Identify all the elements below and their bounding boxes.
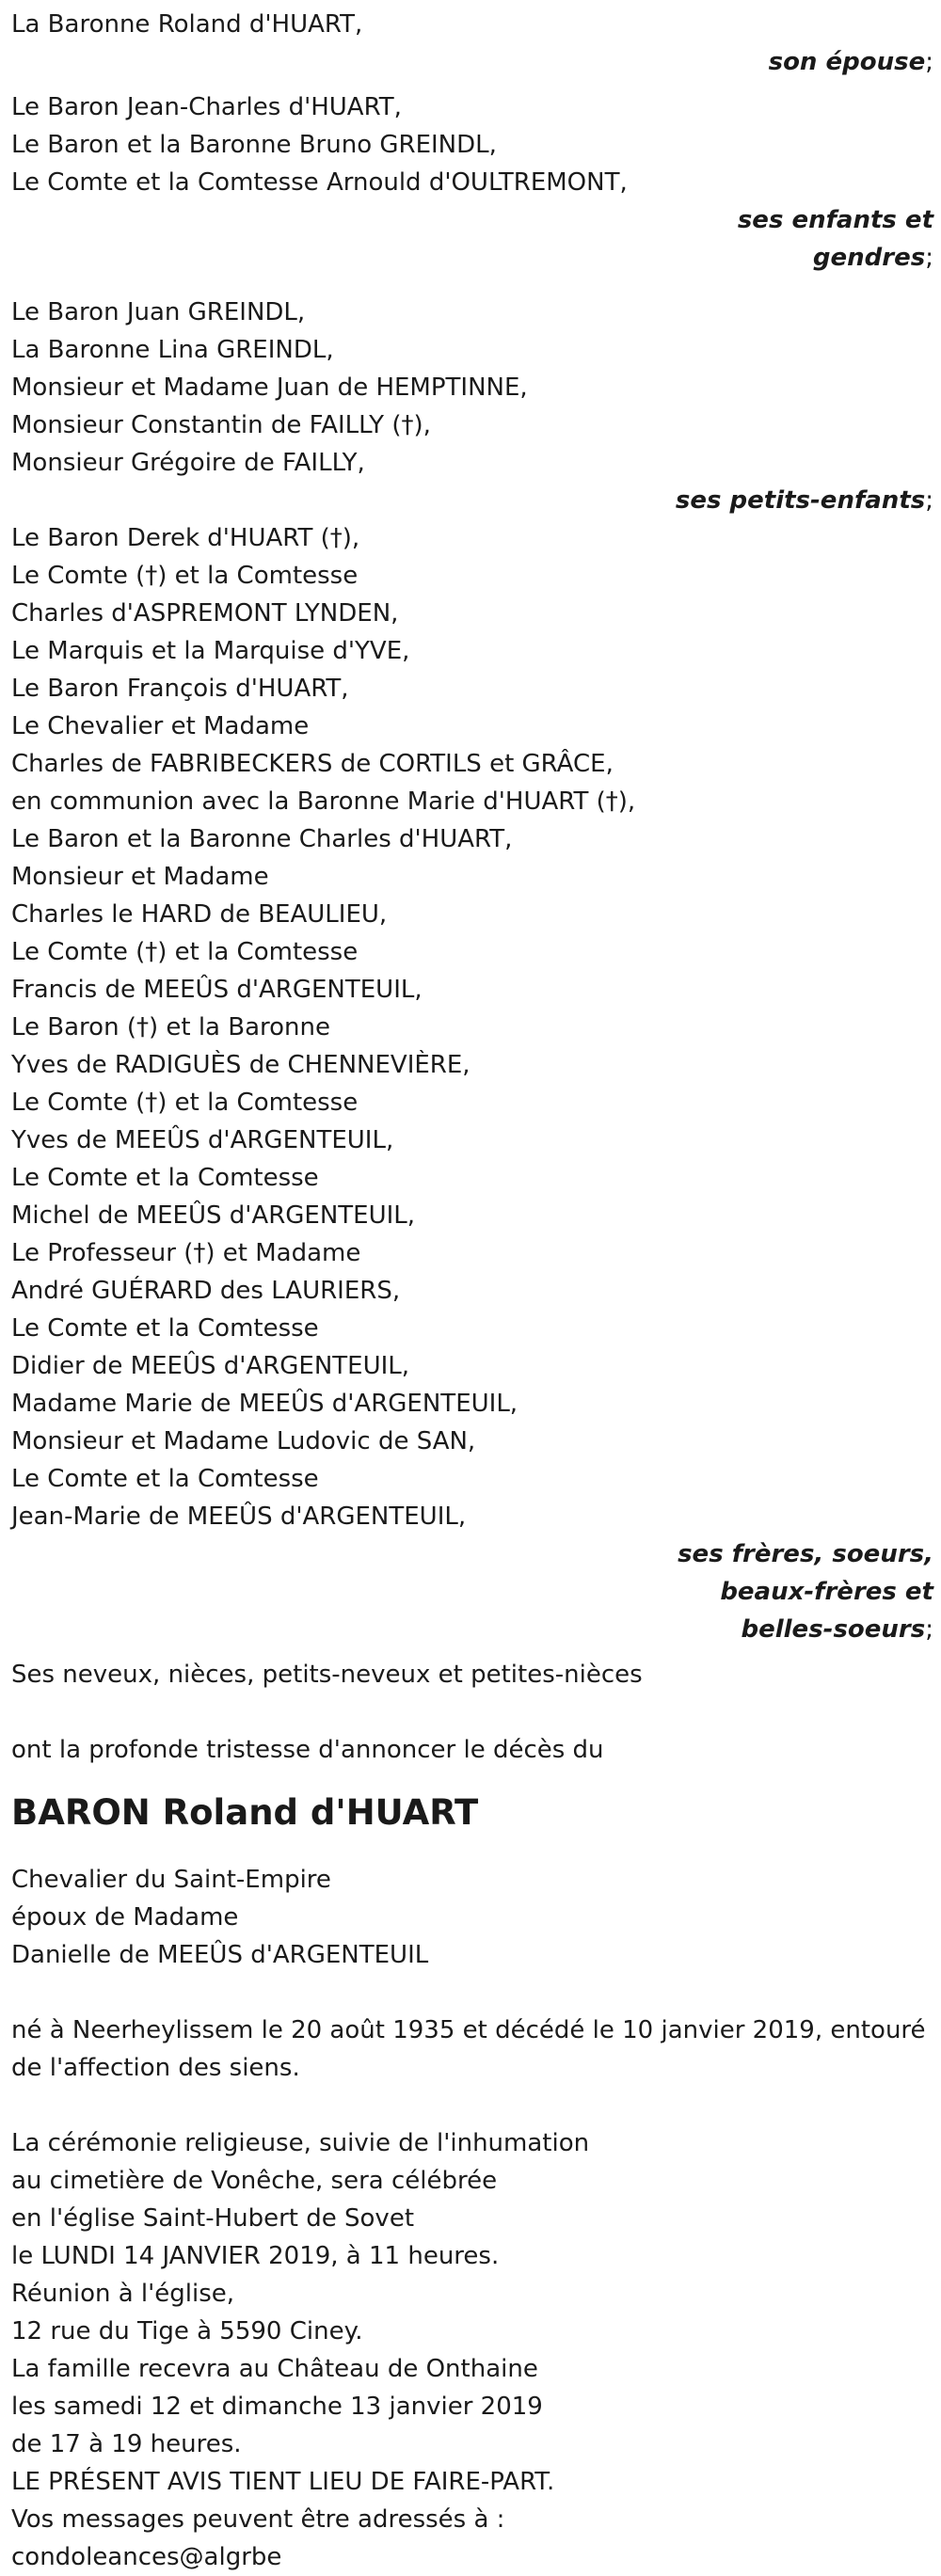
sibling-line: Francis de MEEÛS d'ARGENTEUIL, bbox=[11, 976, 423, 1004]
sibling-line: Le Baron Derek d'HUART (†), bbox=[11, 524, 360, 552]
sibling-line: Yves de RADIGUÈS de CHENNEVIÈRE, bbox=[11, 1051, 470, 1079]
grandchild-name: La Baronne Lina GREINDL, bbox=[11, 336, 334, 364]
ceremony-line: LE PRÉSENT AVIS TIENT LIEU DE FAIRE-PART. bbox=[11, 2468, 555, 2496]
spouse-section bbox=[11, 6, 933, 81]
ceremony-line: Réunion à l'église, bbox=[11, 2280, 235, 2308]
ceremony-line: Vos messages peuvent être adressés à : bbox=[11, 2505, 505, 2534]
siblings-role-line-1: ses frères, soeurs, bbox=[678, 1540, 933, 1568]
ceremony-line: les samedi 12 et dimanche 13 janvier 2019 bbox=[11, 2393, 543, 2421]
sibling-line: Le Comte et la Comtesse bbox=[11, 1314, 319, 1343]
sibling-line: Charles d'ASPREMONT LYNDEN, bbox=[11, 599, 399, 628]
grandchild-name: Monsieur Constantin de FAILLY (†), bbox=[11, 411, 431, 439]
sibling-line: Le Comte et la Comtesse bbox=[11, 1164, 319, 1192]
sibling-line: Le Chevalier et Madame bbox=[11, 712, 310, 740]
sibling-line: Jean-Marie de MEEÛS d'ARGENTEUIL, bbox=[11, 1503, 467, 1531]
sibling-line: Le Baron et la Baronne Charles d'HUART, bbox=[11, 825, 513, 853]
sibling-line: Le Comte et la Comtesse bbox=[11, 1465, 319, 1493]
sibling-line: Madame Marie de MEEÛS d'ARGENTEUIL, bbox=[11, 1390, 518, 1418]
deceased-details bbox=[11, 1861, 933, 1974]
deceased-detail: époux de Madame bbox=[11, 1903, 239, 1932]
sibling-line: Charles de FABRIBECKERS de CORTILS et GRÂCE, bbox=[11, 750, 614, 778]
ceremony-line: en l'église Saint-Hubert de Sovet bbox=[11, 2204, 415, 2233]
siblings-role-line-3: belles-soeurs; bbox=[741, 1615, 933, 1644]
sibling-line: en communion avec la Baronne Marie d'HUART (†), bbox=[11, 787, 636, 816]
children-role-line-1: ses enfants et bbox=[737, 206, 933, 234]
announcement-text: ont la profonde tristesse d'annoncer le décès du bbox=[11, 1736, 604, 1764]
siblings-role-line-2: beaux-frères et bbox=[720, 1578, 933, 1606]
grandchildren-section bbox=[11, 294, 933, 519]
ceremony-line: le LUNDI 14 JANVIER 2019, à 11 heures. bbox=[11, 2242, 500, 2270]
death-notice bbox=[11, 6, 933, 2576]
sibling-line: Le Comte (†) et la Comtesse bbox=[11, 562, 359, 590]
sibling-line: Monsieur et Madame bbox=[11, 863, 269, 891]
grandchild-name: Monsieur et Madame Juan de HEMPTINNE, bbox=[11, 374, 528, 402]
siblings-section bbox=[11, 519, 933, 1648]
deceased-name-heading: BARON Roland d'HUART bbox=[11, 1792, 479, 1833]
child-name: Le Baron Jean-Charles d'HUART, bbox=[11, 93, 402, 121]
sibling-line: Monsieur et Madame Ludovic de SAN, bbox=[11, 1427, 476, 1455]
ceremony-line: 12 rue du Tige à 5590 Ciney. bbox=[11, 2317, 363, 2345]
ceremony-line: La famille recevra au Château de Onthaine bbox=[11, 2355, 538, 2383]
nephews-line: Ses neveux, nièces, petits-neveux et petites-nièces bbox=[11, 1661, 643, 1689]
ceremony-section bbox=[11, 2124, 933, 2576]
children-section bbox=[11, 88, 933, 277]
sibling-line: Le Comte (†) et la Comtesse bbox=[11, 1089, 359, 1117]
grandchild-name: Monsieur Grégoire de FAILLY, bbox=[11, 449, 365, 477]
child-name: Le Baron et la Baronne Bruno GREINDL, bbox=[11, 131, 497, 159]
sibling-line: Le Baron François d'HUART, bbox=[11, 675, 349, 703]
sibling-line: Charles le HARD de BEAULIEU, bbox=[11, 900, 388, 929]
birth-death-text: né à Neerheylissem le 20 août 1935 et décédé le 10 janvier 2019, entouré de l'affection des siens. bbox=[11, 2016, 926, 2082]
condolences-email[interactable]: condoleances@algrbe bbox=[11, 2543, 282, 2571]
sibling-line: André GUÉRARD des LAURIERS, bbox=[11, 1277, 401, 1305]
sibling-line: Le Baron (†) et la Baronne bbox=[11, 1013, 331, 1042]
sibling-line: Yves de MEEÛS d'ARGENTEUIL, bbox=[11, 1126, 394, 1154]
children-role-line-2: gendres; bbox=[812, 244, 933, 272]
sibling-line: Michel de MEEÛS d'ARGENTEUIL, bbox=[11, 1201, 416, 1230]
ceremony-line: La cérémonie religieuse, suivie de l'inhumation bbox=[11, 2129, 590, 2157]
grandchild-name: Le Baron Juan GREINDL, bbox=[11, 298, 306, 326]
grandchildren-role: ses petits-enfants; bbox=[675, 486, 933, 515]
sibling-line: Le Comte (†) et la Comtesse bbox=[11, 938, 359, 966]
spouse-name: La Baronne Roland d'HUART, bbox=[11, 10, 363, 39]
sibling-line: Didier de MEEÛS d'ARGENTEUIL, bbox=[11, 1352, 410, 1380]
sibling-line: Le Marquis et la Marquise d'YVE, bbox=[11, 637, 410, 665]
deceased-detail: Chevalier du Saint-Empire bbox=[11, 1866, 331, 1894]
spouse-role: son épouse; bbox=[768, 48, 933, 76]
ceremony-line: de 17 à 19 heures. bbox=[11, 2430, 242, 2458]
ceremony-line: au cimetière de Vonêche, sera célébrée bbox=[11, 2167, 498, 2195]
child-name: Le Comte et la Comtesse Arnould d'OULTREMONT, bbox=[11, 168, 628, 197]
deceased-detail: Danielle de MEEÛS d'ARGENTEUIL bbox=[11, 1941, 429, 1969]
sibling-line: Le Professeur (†) et Madame bbox=[11, 1239, 361, 1267]
